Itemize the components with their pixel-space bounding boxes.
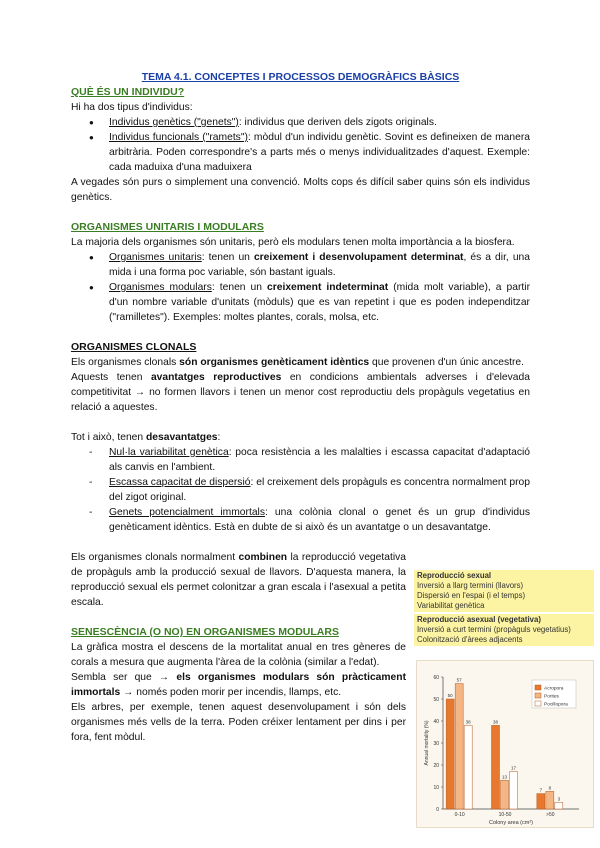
section-heading-senescencia: SENESCÈNCIA (O NO) EN ORGANISMES MODULARS [71,626,339,638]
text: → només poden morir per incendis, llamps, etc. [120,687,342,698]
term: Organismes unitaris [109,252,202,263]
bar [446,699,454,809]
y-tick-label: 60 [433,675,439,681]
paragraph: La majoria dels organismes són unitaris, però els modulars tenen molta importància a la biosfera. [71,237,515,248]
text: (mida molt variable), a partir d'un nombre variable d'unitats (mòduls) que es van repetint i que es poden independitzar ("ramilletes"). Exemples: moltes plantes, corals, molsa, etc. [109,282,530,323]
mortality-chart [416,660,594,828]
text: , és a dir, una mida i una forma poc variable, són bastant iguals. [109,252,531,278]
legend-label: Porites [544,694,559,700]
bar [510,772,518,809]
y-tick-label: 30 [433,741,439,747]
paragraph: Hi ha dos tipus d'individus: [71,102,193,113]
data-label: 3 [557,796,561,802]
list-item [71,475,530,505]
term: Escassa capacitat de dispersió [109,477,251,488]
note-line: Inversió a curt termini (propàguls vegetatius) [417,625,571,634]
paragraph [71,370,530,415]
paragraph [71,355,530,370]
text: Aquests tenen [71,372,151,383]
y-tick-label: 0 [436,807,439,813]
term: Nul·la variabilitat genètica [109,447,229,458]
x-tick-label: 0-10 [454,812,465,818]
legend-swatch [535,693,541,698]
note-box-asexual [414,614,594,646]
x-tick-label: 10-50 [498,812,512,818]
data-label: 57 [456,677,462,683]
chart-svg [417,661,593,827]
bar [501,780,509,809]
bold-text: combinen [238,552,288,563]
y-tick-label: 10 [433,785,439,791]
text: Sembla ser que → [71,672,177,683]
section-heading-clonals: ORGANISMES CLONALS [71,341,197,353]
bold-text: desavantatges [145,432,218,443]
list-item [71,130,530,175]
bold-text: avantatges reproductives [150,372,282,383]
text: Tot i això, tenen [71,432,146,443]
dash-list [71,445,530,535]
section-heading-individu: QUÈ ÉS UN INDIVIDU? [71,86,185,98]
bar [546,791,554,809]
y-axis-label: Annual mortality (%) [424,720,430,766]
x-tick-label: >50 [546,812,555,818]
legend-label: Acropora [544,686,564,692]
definition: : el creixement dels propàguls es concentra normalment prop del zigot original. [109,477,530,503]
paragraph [71,670,406,700]
paragraph: A vegades són purs o simplement una convenció. Molts cops és difícil saber quins són els individus genètics. [71,177,530,203]
y-tick-label: 50 [433,697,439,703]
section-heading-unitaris: ORGANISMES UNITARIS I MODULARS [71,221,264,233]
text: : tenen un [201,252,254,263]
legend-label: Pocillopora [544,702,568,708]
list-item [71,115,530,130]
data-label: 38 [465,719,471,725]
text: en condicions ambientals adverses i d'elevada competitivitat → no formen llavors i tenen un menor cost reproductiu dels propàguls vegetatius en relació a aquestes. [71,372,530,413]
legend-swatch [535,701,541,706]
term: Organismes modulars [109,282,212,293]
list-item [71,445,530,475]
text: Els organismes clonals normalment [71,552,239,563]
definition: : mòdul d'un individu genètic. Sovint es defineixen de manera arbitrària. Poden correspondre's a parts més o menys individualitzades d'aquest. Exemple: cada maduixa d'una maduixera [109,132,530,173]
page-title: TEMA 4.1. CONCEPTES I PROCESSOS DEMOGRÀFICS BÀSICS [141,71,460,83]
list-item [71,280,530,325]
bullet-list [71,250,530,325]
bar [555,802,563,809]
paragraph: La gràfica mostra el descens de la mortalitat anual en tres gèneres de corals a mesura que augmenta l'àrea de la colònia (similar a l'edat). [71,642,406,668]
data-label: 50 [447,693,453,698]
bar [537,794,545,809]
paragraph [71,430,530,445]
text: que provenen d'un únic ancestre. [369,357,524,368]
data-label: 17 [510,765,517,771]
bar [492,725,500,809]
note-line: Inversió a llarg termini (llavors) [417,581,524,590]
legend-swatch [535,685,541,690]
bullet-list [71,115,530,175]
data-label: 7 [539,787,543,793]
text: Els organismes clonals [71,357,180,368]
note-title: Reproducció sexual [417,571,492,580]
paragraph: Els arbres, per exemple, tenen aquest desenvolupament i són dels organismes més vells de la terra. Poden créixer lentament per dins i per fora, fent mòdul. [71,702,406,743]
definition: : poca resistència a les malalties i escassa capacitat d'adaptació als canvis en l'ambient. [109,447,530,473]
term: Genets potencialment immortals [109,507,265,518]
y-tick-label: 20 [433,763,439,769]
bar [464,725,472,809]
bold-text: creixement i desenvolupament determinat [253,252,464,263]
term: Individus funcionals ("ramets") [109,132,248,143]
text: : [217,432,221,443]
bold-text: són organismes genèticament idèntics [179,357,370,368]
definition: : individus que deriven dels zigots originals. [238,117,437,128]
note-box-sexual [414,570,594,612]
note-line: Variabilitat genètica [417,601,485,610]
note-line: Dispersió en l'espai (i el temps) [417,591,526,600]
paragraph [71,550,406,610]
text: : tenen un [211,282,267,293]
definition: : una colònia clonal o genet és un grup d'individus genèticament idèntics. Està en dubte de si això és un avantatge o un desavantatge. [109,507,530,533]
note-title: Reproducció asexual (vegetativa) [417,615,541,624]
x-axis-label: Colony area (cm²) [488,820,534,826]
list-item [71,505,530,535]
text: la reproducció vegetativa de propàguls amb la producció sexual de llavors. D'aquesta manera, la reproducció sexual els permet colonitzar a gran escala i l'asexual a petita escala. [71,552,407,608]
data-label: 38 [492,719,499,725]
bold-text: creixement indeterminat [267,282,389,293]
bold-text: els organismes modulars són pràcticament immortals [71,672,406,698]
term: Individus genètics ("genets") [109,117,239,128]
bar [455,684,463,809]
note-line: Colonització d'àrees adjacents [417,635,523,644]
data-label: 13 [501,774,508,780]
y-tick-label: 40 [433,719,439,725]
list-item [71,250,530,280]
data-label: 8 [548,785,552,791]
